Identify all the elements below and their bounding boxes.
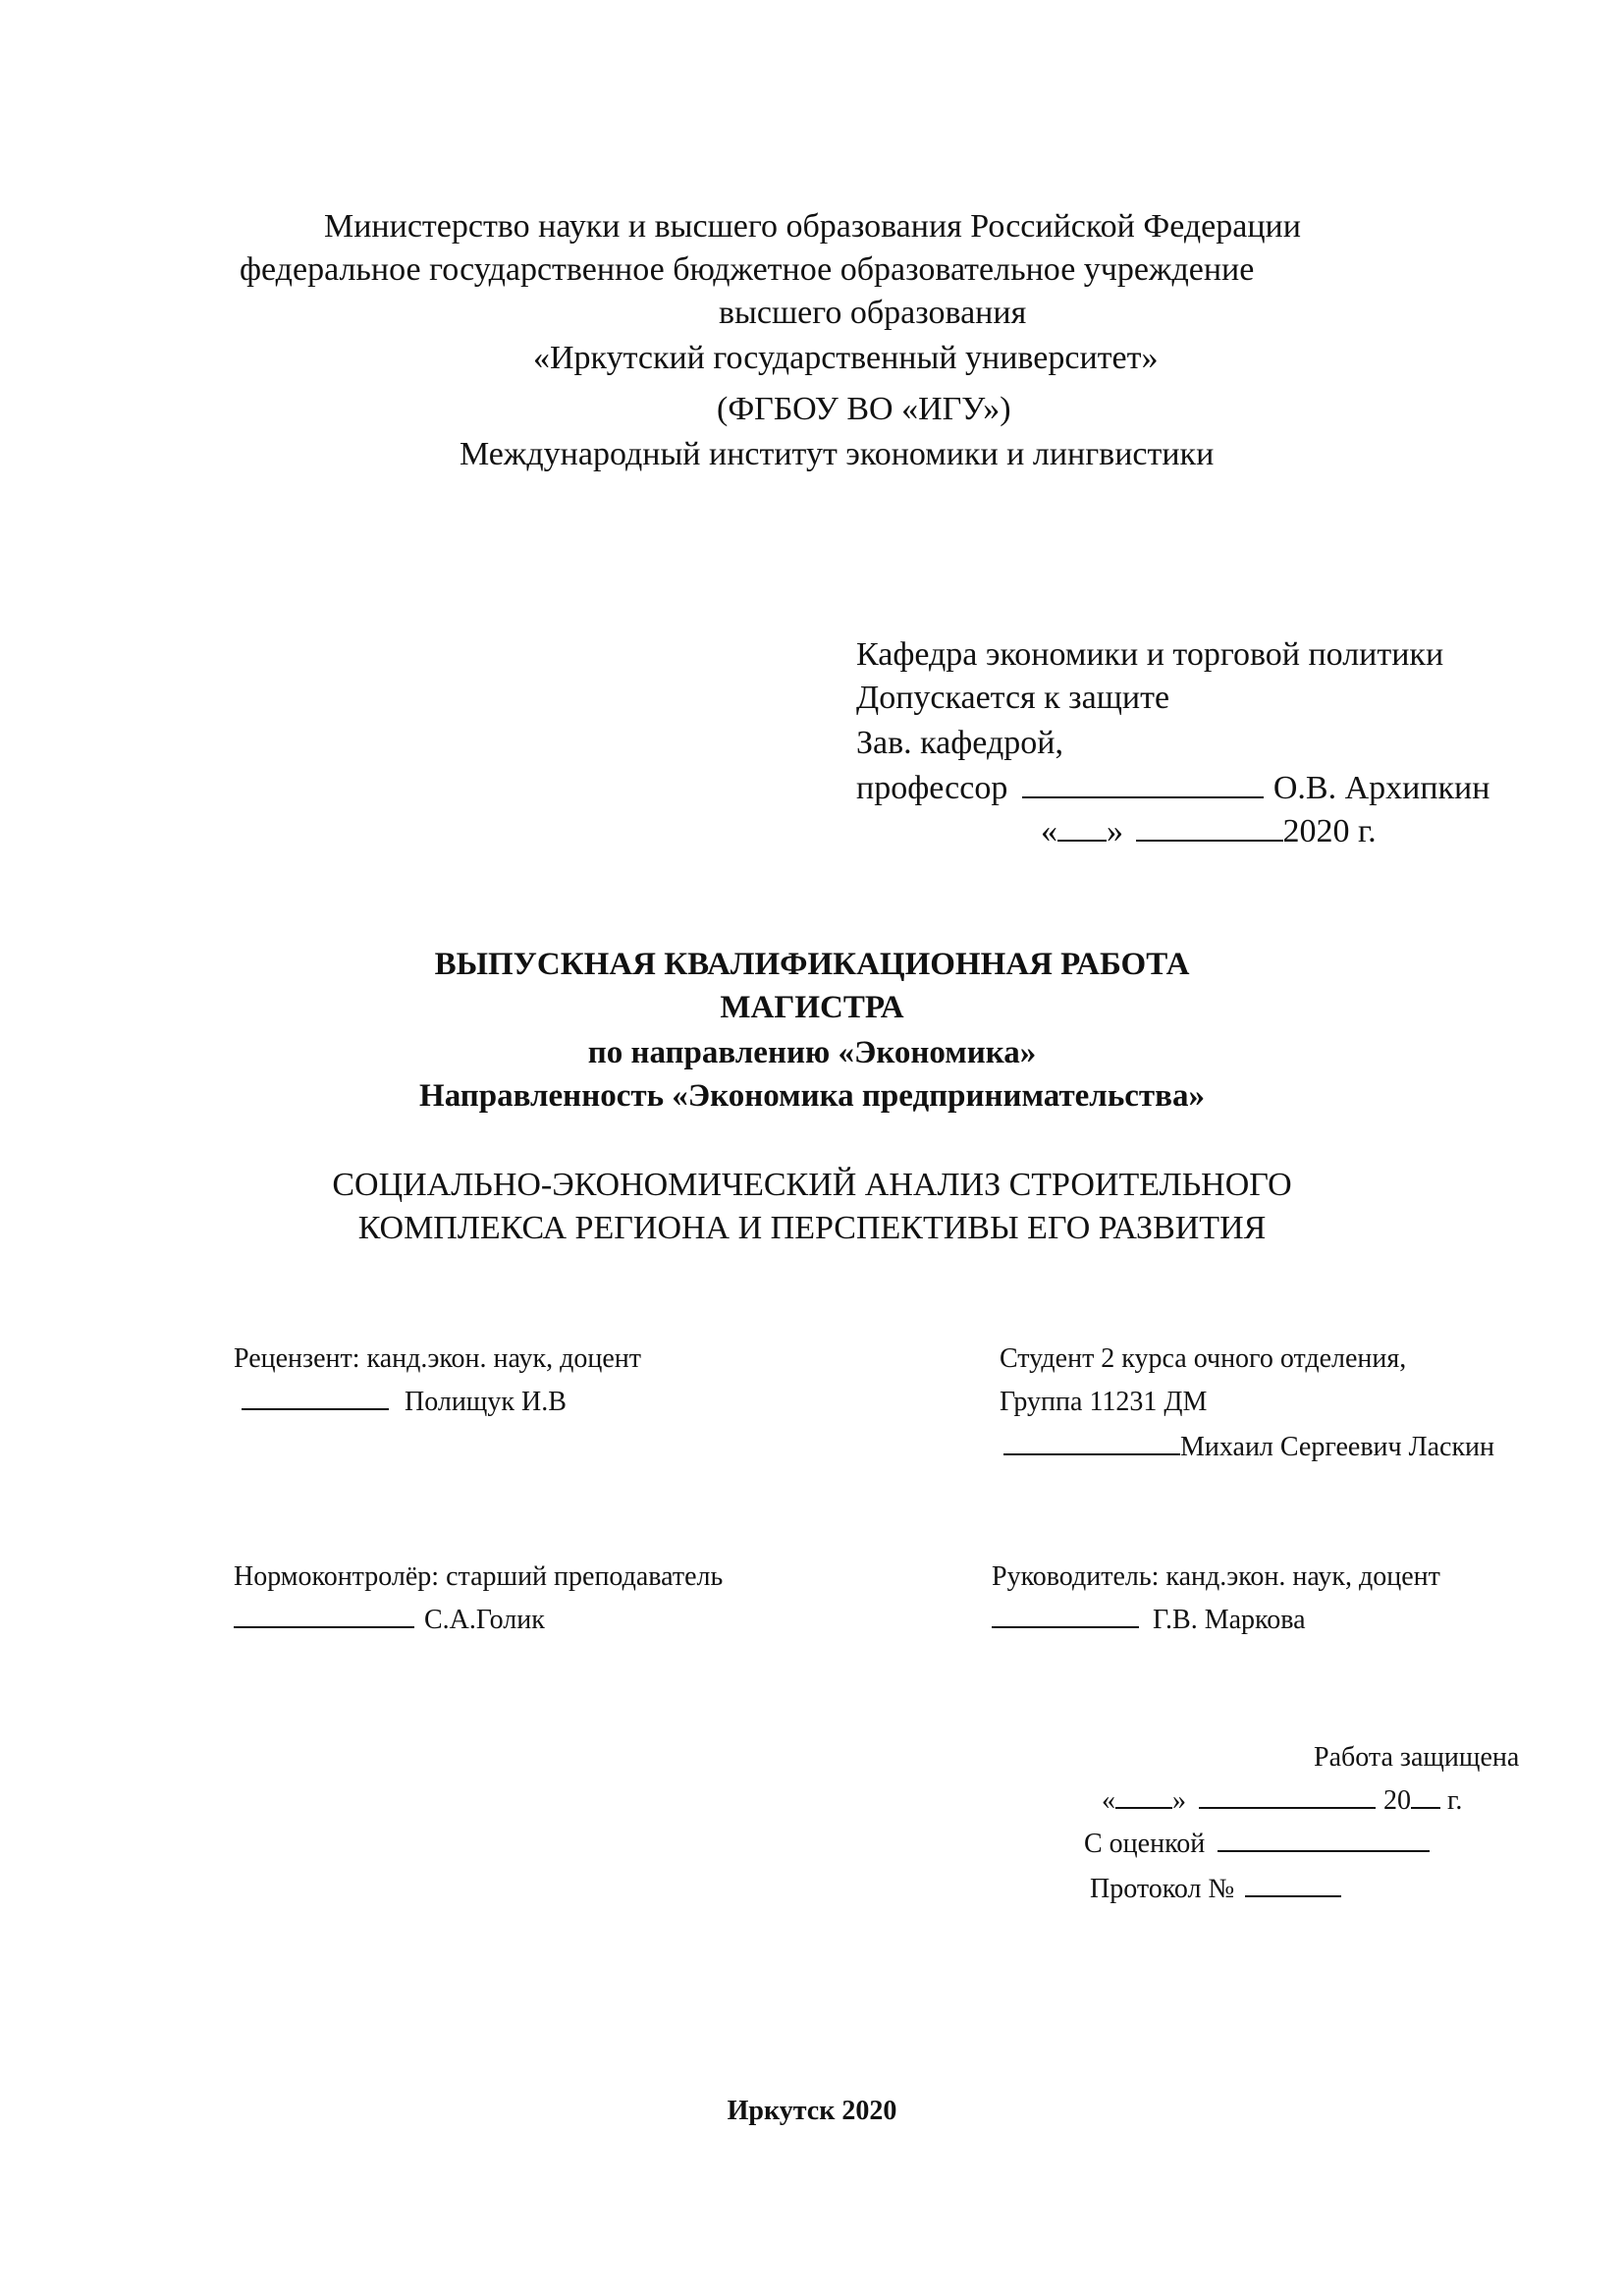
grade-line (1084, 1831, 1430, 1858)
student-role: Студент 2 курса очного отделения, (1000, 1343, 1407, 1374)
supervisor-role: Руководитель: канд.экон. наук, доцент (992, 1561, 1440, 1592)
reviewer-signature-line (242, 1389, 567, 1416)
professor-name: О.В. Архипкин (1272, 770, 1490, 806)
work-type-line1: ВЫПУСКНАЯ КВАЛИФИКАЦИОННАЯ РАБОТА (434, 947, 1190, 982)
education-level-line: высшего образования (719, 295, 1027, 331)
ministry-line: Министерство науки и высшего образования Российской Федерации (324, 208, 1301, 245)
approval-year: 2020 г. (1282, 813, 1377, 849)
city-year: Иркутск 2020 (727, 2096, 897, 2126)
protocol-line (1090, 1876, 1341, 1903)
student-group: Группа 11231 ДМ (1000, 1387, 1208, 1417)
grade-label: С оценкой (1084, 1829, 1206, 1859)
reviewer-name: Полищук И.В (405, 1387, 567, 1417)
normcontrol-signature-line (234, 1607, 545, 1634)
grade-blank (1218, 1849, 1430, 1852)
topic-line2: КОМПЛЕКСА РЕГИОНА И ПЕРСПЕКТИВЫ ЕГО РАЗВИТИЯ (357, 1210, 1267, 1246)
defense-date-line (1102, 1787, 1462, 1815)
protocol-label: Протокол № (1090, 1874, 1235, 1904)
focus-line: Направленность «Экономика предпринимательства» (419, 1078, 1205, 1114)
professor-line (856, 772, 1489, 805)
department-line: Кафедра экономики и торговой политики (856, 636, 1444, 673)
student-signature-line (1003, 1434, 1494, 1461)
student-signature-blank (1003, 1452, 1180, 1455)
protocol-blank (1245, 1894, 1341, 1897)
day-blank (1057, 839, 1107, 842)
date-open-quote: « (1041, 813, 1057, 849)
defense-month-blank (1199, 1806, 1376, 1809)
supervisor-signature-line (992, 1607, 1306, 1634)
supervisor-name: Г.В. Маркова (1153, 1605, 1306, 1635)
defended-line: Работа защищена (1314, 1742, 1520, 1773)
topic-line1: СОЦИАЛЬНО-ЭКОНОМИЧЕСКИЙ АНАЛИЗ СТРОИТЕЛЬНОГО (332, 1167, 1292, 1203)
institution-type-line: федеральное государственное бюджетное образовательное учреждение (240, 251, 1255, 288)
institute-line: Международный институт экономики и лингвистики (460, 436, 1215, 472)
normcontrol-signature-blank (234, 1625, 414, 1628)
work-type-line2: МАГИСТРА (720, 990, 904, 1025)
admitted-line: Допускается к защите (856, 680, 1170, 716)
reviewer-signature-blank (242, 1407, 389, 1410)
normcontrol-role: Нормоконтролёр: старший преподаватель (234, 1561, 724, 1592)
date-close-quote: » (1107, 813, 1123, 849)
month-blank (1136, 839, 1283, 842)
abbreviation-line: (ФГБОУ ВО «ИГУ») (717, 391, 1011, 427)
university-line: «Иркутский государственный университет» (533, 340, 1159, 376)
defense-year-prefix: 20 (1383, 1785, 1411, 1816)
defense-year-blank (1411, 1806, 1440, 1809)
head-title-line: Зав. кафедрой, (856, 725, 1063, 761)
approval-date-line (1041, 815, 1377, 848)
student-name: Михаил Сергеевич Ласкин (1180, 1432, 1495, 1462)
professor-label: профессор (856, 770, 1008, 806)
defense-year-suffix: г. (1440, 1785, 1463, 1816)
defense-date-open-quote: « (1102, 1785, 1115, 1816)
direction-line: по направлению «Экономика» (587, 1035, 1037, 1070)
normcontrol-name: С.А.Голик (424, 1605, 545, 1635)
signature-blank (1022, 795, 1264, 798)
defense-date-close-quote: » (1172, 1785, 1186, 1816)
reviewer-role: Рецензент: канд.экон. наук, доцент (234, 1343, 642, 1374)
defense-day-blank (1115, 1806, 1172, 1809)
supervisor-signature-blank (992, 1625, 1139, 1628)
